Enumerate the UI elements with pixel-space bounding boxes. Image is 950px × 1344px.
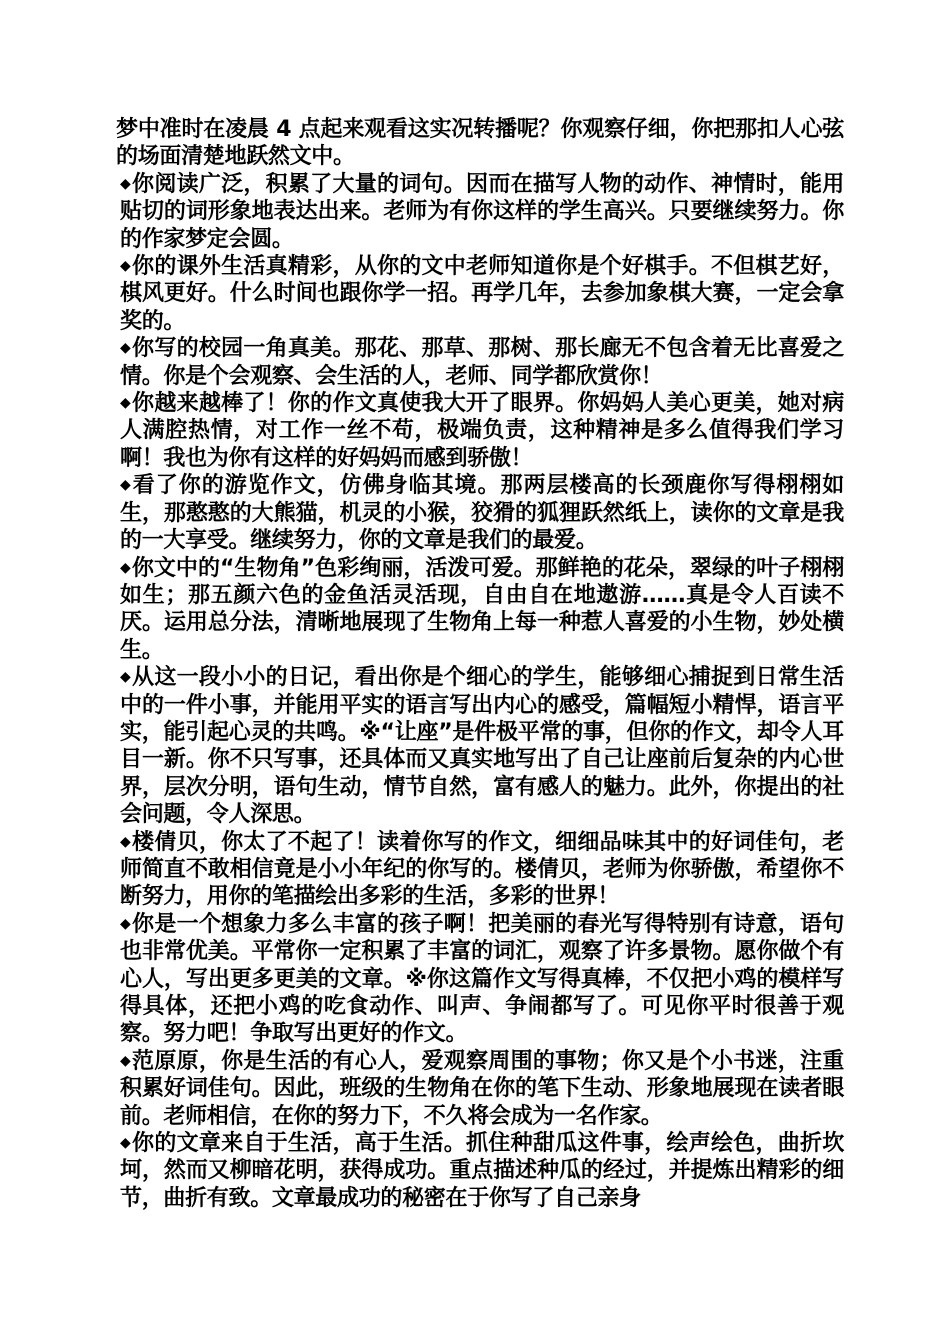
paragraph-text: 看了你的游览作文，仿佛身临其境。那两层楼高的长颈鹿你写得栩栩如生，那憨憨的大熊猫，机灵的小猴，狡猾的狐狸跃然纸上，读你的文章是我的一大享受。继续努力，你的文章是我们的最爱。 — [120, 473, 845, 554]
paragraph-text: 从这一段小小的日记，看出你是个细心的学生，能够细心捕捉到日常生活中的一件小事，并能用平实的语言写出内心的感受，篇幅短小精悍，语言平实，能引起心灵的共鸣。※“让座”是件极平常的事，但你的作文，却令人耳目一新。你不只写事，还具体而又真实地写出了自己让座前后复杂的内心世界，层次分明，语句生动，情节自然，富有感人的魅力。此外，你提出的社会问题，令人深思。 — [120, 665, 845, 828]
paragraph-text: 梦中准时在凌晨 4 点起来观看这实况转播呢？你观察仔细，你把那扣人心弦的场面清楚地跃然文中。 — [116, 117, 844, 170]
paragraph-text: 你的文章来自于生活，高于生活。抓住种甜瓜这件事，绘声绘色，曲折坎坷，然而又柳暗花明，获得成功。重点描述种瓜的经过，并提炼出精彩的细节，曲折有致。文章最成功的秘密在于你写了自己亲身 — [120, 1131, 845, 1211]
paragraph-text: 你文中的“生物角”色彩绚丽，活泼可爱。那鲜艳的花朵，翠绿的叶子栩栩如生；那五颜六色的金鱼活灵活现，自由自在地遨游……真是令人百读不厌。运用总分法，清晰地展现了生物角上每一种惹人喜爱的小生物，妙处横生。 — [120, 555, 845, 663]
paragraph-text: 你写的校园一角真美。那花、那草、那树、那长廊无不包含着无比喜爱之情。你是个会观察、会生活的人，老师、同学都欣赏你！ — [120, 336, 845, 389]
comment-paragraph — [116, 664, 844, 828]
comment-paragraph — [116, 555, 844, 665]
comment-paragraph — [116, 116, 844, 171]
diamond-bullet-icon: ◆ — [120, 340, 132, 357]
diamond-bullet-icon: ◆ — [120, 1052, 132, 1069]
diamond-bullet-icon: ◆ — [120, 395, 132, 412]
comment-paragraph — [116, 1048, 844, 1130]
diamond-bullet-icon: ◆ — [120, 477, 132, 494]
paragraph-text: 范原原，你是生活的有心人，爱观察周围的事物；你又是个小书迷，注重积累好词佳句。因此，班级的生物角在你的笔下生动、形象地展现在读者眼前。老师相信，在你的努力下，不久将会成为一名作家。 — [120, 1048, 845, 1129]
comment-paragraph — [116, 335, 844, 390]
diamond-bullet-icon: ◆ — [120, 833, 132, 850]
paragraph-text: 你越来越棒了！你的作文真使我大开了眼界。你妈妈人美心更美，她对病人满腔热情，对工作一丝不苟，极端负责，这种精神是多么值得我们学习啊！我也为你有这样的好妈妈而感到骄傲！ — [120, 391, 845, 471]
paragraph-text: 你是一个想象力多么丰富的孩子啊！把美丽的春光写得特别有诗意，语句也非常优美。平常你一定积累了丰富的词汇，观察了许多景物。愿你做个有心人，写出更多更美的文章。※你这篇作文写得真棒，不仅把小鸡的模样写得具体，还把小鸡的吃食动作、叫声、争闹都写了。可见你平时很善于观察。努力吧！争取写出更好的作文。 — [120, 911, 845, 1047]
diamond-bullet-icon: ◆ — [120, 175, 132, 192]
comment-paragraph — [116, 171, 844, 253]
comment-paragraph — [116, 390, 844, 472]
diamond-bullet-icon: ◆ — [120, 915, 132, 932]
comment-paragraph — [116, 911, 844, 1048]
diamond-bullet-icon: ◆ — [120, 559, 131, 576]
paragraph-text: 你的课外生活真精彩，从你的文中老师知道你是个好棋手。不但棋艺好，棋风更好。什么时间也跟你学一招。再学几年，去参加象棋大赛，一定会拿奖的。 — [120, 254, 845, 334]
comment-paragraph — [116, 829, 844, 911]
comment-paragraph — [116, 472, 844, 554]
comment-paragraph — [116, 253, 844, 335]
diamond-bullet-icon: ◆ — [120, 258, 132, 275]
paragraph-text: 你阅读广泛，积累了大量的词句。因而在描写人物的动作、神情时，能用贴切的词形象地表达出来。老师为有你这样的学生高兴。只要继续努力。你的作家梦定会圆。 — [120, 171, 845, 252]
comment-paragraph — [116, 1130, 844, 1212]
diamond-bullet-icon: ◆ — [120, 669, 132, 686]
paragraph-text: 楼倩贝，你太了不起了！读着你写的作文，细细品味其中的好词佳句，老师简直不敢相信竟是小小年纪的你写的。楼倩贝，老师为你骄傲，希望你不断努力，用你的笔描绘出多彩的生活，多彩的世界！ — [120, 829, 845, 910]
diamond-bullet-icon: ◆ — [120, 1135, 132, 1152]
document-body — [116, 116, 844, 1212]
